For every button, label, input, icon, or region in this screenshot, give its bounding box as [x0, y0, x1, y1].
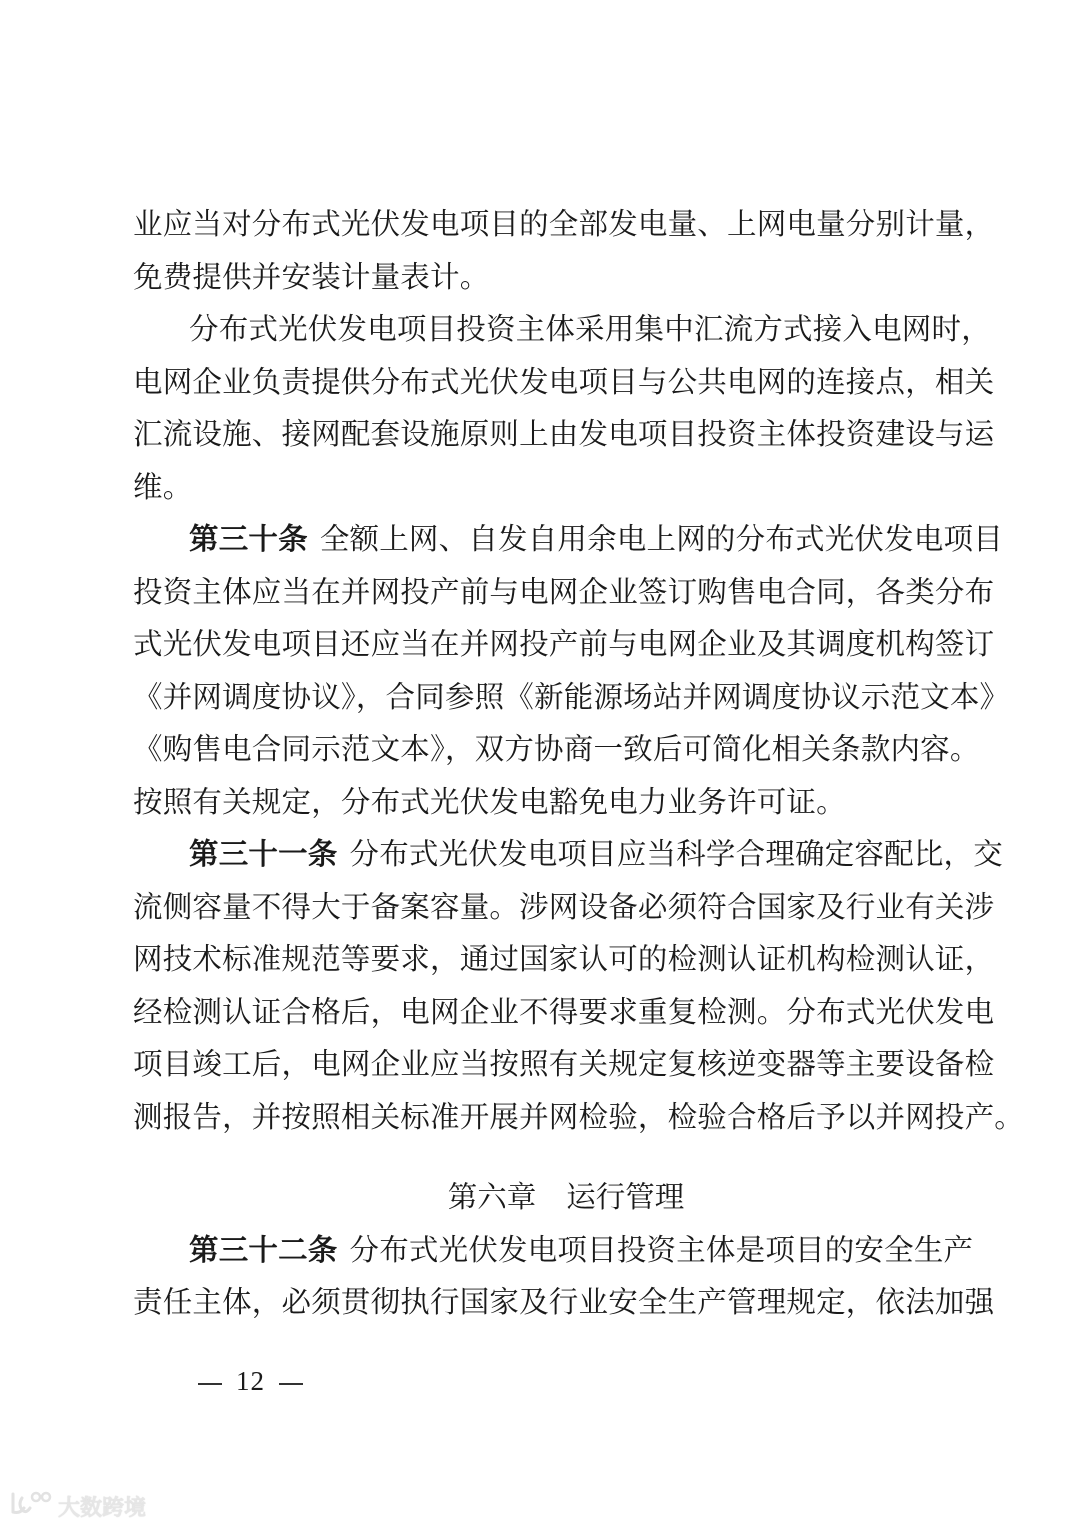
- text-line: 电网企业负责提供分布式光伏发电项目与公共电网的连接点，相关: [133, 364, 995, 399]
- article-31: [133, 828, 1025, 1143]
- text-line: 责任主体，必须贯彻执行国家及行业安全生产管理规定，依法加强: [133, 1285, 995, 1319]
- text-line: 《并网调度协议》，合同参照《新能源场站并网调度协议示范文本》: [133, 679, 1010, 714]
- text-line: [133, 513, 1003, 566]
- article-number: 第三十条: [189, 522, 308, 556]
- watermark-text: 大数跨境: [58, 1495, 147, 1521]
- watermark-logo-icon: [10, 1490, 58, 1522]
- chapter-title: 运行管理: [566, 1180, 685, 1214]
- text-line: 维。: [133, 469, 193, 504]
- text-line: 经检测认证合格后，电网企业不得要求重复检测。分布式光伏发电: [133, 994, 995, 1029]
- watermark: [10, 1490, 146, 1522]
- text-line: 按照有关规定，分布式光伏发电豁免电力业务许可证。: [133, 784, 846, 819]
- page-number: [184, 1366, 317, 1397]
- article-text: 分布式光伏发电项目应当科学合理确定容配比，交: [349, 837, 1003, 871]
- chapter-number: 第六章: [447, 1180, 537, 1214]
- chapter-heading: [133, 1171, 939, 1224]
- text-line: 式光伏发电项目还应当在并网投产前与电网企业及其调度机构签订: [133, 627, 995, 661]
- paragraph-centralized-connection: [133, 303, 995, 513]
- text-line: 测报告，并按照相关标准开展并网检验，检验合格后予以并网投产。: [133, 1099, 1025, 1134]
- paragraph-continued: [133, 198, 995, 303]
- text-line: 免费提供并安装计量表计。: [133, 259, 490, 294]
- text-line: [133, 828, 1003, 881]
- article-text: 分布式光伏发电项目投资主体是项目的安全生产: [349, 1232, 974, 1267]
- document-page: [133, 198, 1025, 1329]
- dash-left: [198, 1383, 222, 1385]
- text-line: 网技术标准规范等要求，通过国家认可的检测认证机构检测认证，: [133, 942, 995, 976]
- text-line: 汇流设施、接网配套设施原则上由发电项目投资主体投资建设与运: [133, 417, 995, 451]
- article-text: 全额上网、自发自用余电上网的分布式光伏发电项目: [319, 522, 1003, 556]
- text-line: [133, 1224, 974, 1277]
- page-number-value: 12: [236, 1366, 265, 1396]
- article-number: 第三十一条: [189, 837, 338, 871]
- article-number: 第三十二条: [189, 1232, 338, 1267]
- text-line: 投资主体应当在并网投产前与电网企业签订购售电合同，各类分布: [133, 574, 995, 609]
- text-line: 《购售电合同示范文本》，双方协商一致后可简化相关条款内容。: [133, 732, 980, 766]
- text-line: 项目竣工后，电网企业应当按照有关规定复核逆变器等主要设备检: [133, 1047, 995, 1081]
- article-30: [133, 513, 1010, 828]
- dash-right: [279, 1383, 303, 1385]
- article-32: [133, 1224, 995, 1329]
- text-line: 业应当对分布式光伏发电项目的全部发电量、上网电量分别计量，: [133, 207, 995, 241]
- text-line: 分布式光伏发电项目投资主体采用集中汇流方式接入电网时，: [189, 312, 991, 346]
- text-line: 流侧容量不得大于备案容量。涉网设备必须符合国家及行业有关涉: [133, 889, 995, 924]
